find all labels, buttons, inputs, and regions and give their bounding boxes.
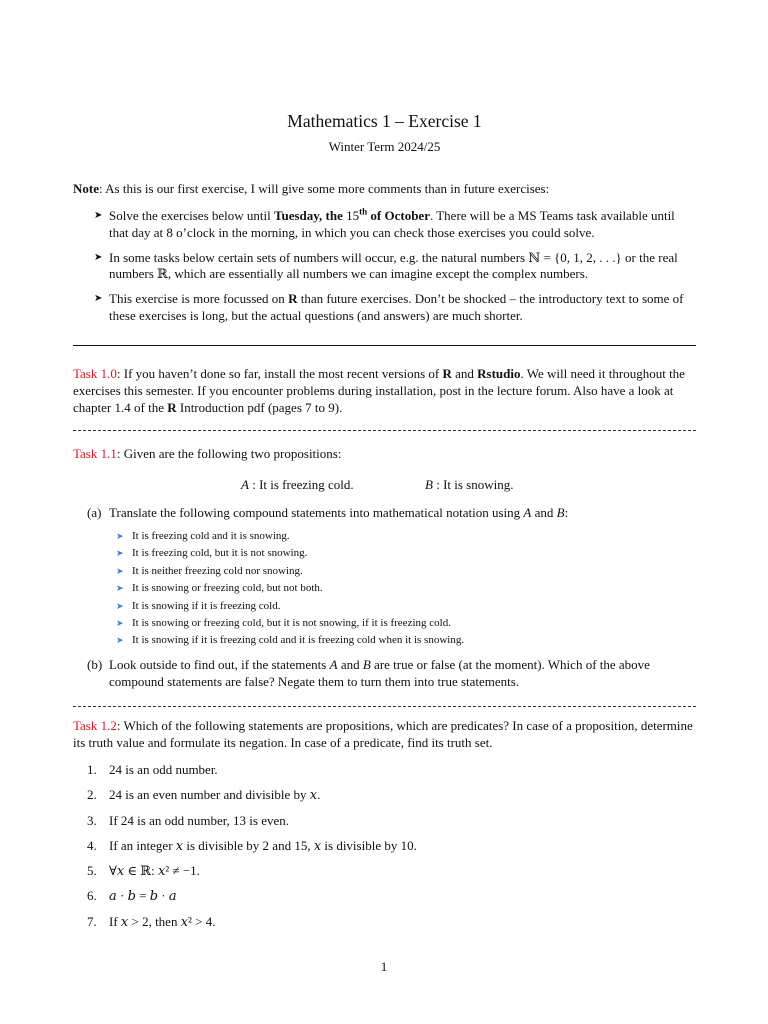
note-bullet-list [73,208,696,333]
task-separator [73,430,696,431]
list-item: 1. 24 is an odd number. [87,762,218,777]
task-1-2-intro: Task 1.2: Which of the following statements are propositions, which are predicates? In case of a proposition, determine its truth value and formulate its negation. In case of a predicate, find its truth set. [73,718,693,750]
list-item: 2. 24 is an even number and divisible by 𝑥. [87,787,321,803]
list-item: 3. If 24 is an odd number, 13 is even. [87,812,290,828]
task-1-0: Task 1.0: If you haven’t done so far, install the most recent versions of R and Rstudio. We will need it throughout the exercises this semester. If you encounter problems during installation, post in the lecture forum. Also have a look at chapter 1.4 of the R Introduction pdf (pages 7 to 9). [73,366,685,415]
page-number: 1 [380,959,388,974]
compound-statement-list [116,528,676,650]
note-label: Note [73,181,99,196]
task-label: Task 1.2 [73,718,117,733]
arrow-bullet-icon: ➤ [116,600,124,611]
list-item: ➤ It is snowing or freezing cold, but it is not snowing, if it is freezing cold. [116,615,676,632]
list-item: ➤ It is snowing if it is freezing cold and it is freezing cold when it is snowing. [116,632,676,649]
statement-list [73,761,696,938]
proposition-a: A : It is freezing cold. [241,477,354,492]
section-divider [73,345,696,346]
list-item: ➤ It is snowing or freezing cold, but not both. [116,580,676,597]
task-label: Task 1.1 [73,446,117,461]
list-item: 6. 𝑎 · 𝑏 = 𝑏 · 𝑎 [87,888,177,904]
note-paragraph [73,180,696,197]
list-item: 5. ∀𝑥 ∈ ℝ: 𝑥² ≠ −1. [87,863,200,879]
task-1-1-part-a: (a) Translate the following compound statements into mathematical notation using A and B: [87,505,569,520]
arrow-bullet-icon: ➤ [116,583,124,594]
list-item: 4. If an integer 𝑥 is divisible by 2 and 15, 𝑥 is divisible by 10. [87,837,417,853]
arrow-bullet-icon: ➤ [116,531,124,541]
arrow-bullet-icon: ➤ [116,548,124,559]
note-text: : As this is our first exercise, I will give some more comments than in future exercises: [99,181,550,196]
arrow-bullet-icon: ➤ [94,210,103,221]
list-item: ➤ In some tasks below certain sets of numbers will occur, e.g. the natural numbers ℕ = {0, 1, 2, . . .} or the real numbers ℝ, which are essentially all numbers we can imagine except the complex numbers. [94,249,678,282]
list-item: ➤ Solve the exercises below until Tuesday, the 15th of October. There will be a MS Teams task available until that day at 8 o’clock in the morning, in which you can check those exercises you could solve. [94,206,675,240]
task-label: Task 1.0 [73,366,117,381]
list-item: ➤ It is freezing cold, but it is not snowing. [116,545,676,562]
page-title: Mathematics 1 – Exercise 1 [287,111,482,131]
list-item: ➤ It is neither freezing cold nor snowing. [116,563,676,580]
task-1-1-intro: Task 1.1: Given are the following two propositions: [73,446,342,461]
page-subtitle: Winter Term 2024/25 [328,139,441,154]
arrow-bullet-icon: ➤ [94,293,103,305]
task-separator [73,706,696,707]
proposition-b: B : It is snowing. [425,477,514,492]
arrow-bullet-icon: ➤ [116,635,124,646]
arrow-bullet-icon: ➤ [116,618,124,629]
arrow-bullet-icon: ➤ [94,251,103,263]
arrow-bullet-icon: ➤ [116,565,124,576]
task-1-1-part-b: (b) Look outside to find out, if the statements A and B are true or false (at the moment). Which of the above compound statements are false? Negate them to turn them into true statements. [87,657,650,689]
list-item: 7. If 𝑥 > 2, then 𝑥² > 4. [87,913,216,929]
list-item: ➤ It is snowing if it is freezing cold. [116,598,676,615]
list-item: ➤ This exercise is more focussed on R than future exercises. Don’t be shocked – the introductory text to some of these exercises is long, but the actual questions (and answers) are much shorter. [94,291,684,323]
list-item: ➤ It is freezing cold and it is snowing. [116,528,676,545]
